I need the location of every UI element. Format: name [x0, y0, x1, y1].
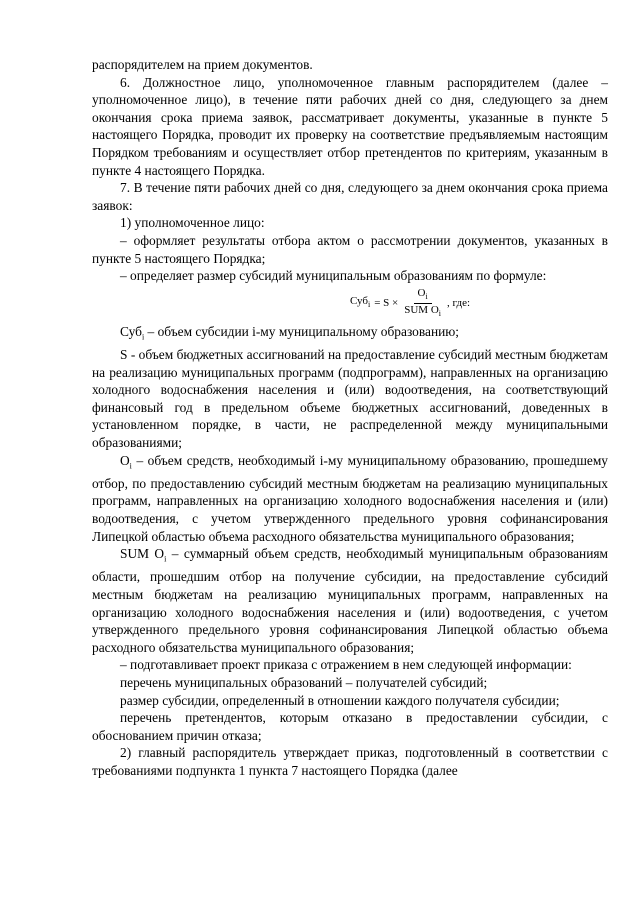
paragraph-dash-prepare: – подготавливает проект приказа с отражением в нем следующей информации: — [120, 657, 572, 673]
subsidy-formula — [212, 285, 608, 323]
paragraph-continuation: распорядителем на прием документов. — [92, 57, 313, 72]
paragraph-item-7: 7. В течение пяти рабочих дней со дня, следующего за днем окончания срока приема заявок: — [92, 180, 608, 213]
definition-o-i: $O_i$ – объем средств, необходимый i-му муниципальному образованию, прошедшему отбор, по предоставлению субсидий местным бюджетам на реализацию муниципальных программ, направленных на организацию холодного водоснабжения населения и (или) водоотведения, с учетом утвержденного предельного уровня софинансирования Липецкой областью объема расходного обязательства муниципального образования; — [92, 452, 608, 544]
definition-sum-o-i: SUM $O_i$ – суммарный объем средств, необходимый муниципальным образованиям области, прошедшим отбор на получение субсидии, на предоставление субсидий местным бюджетам на реализацию муниципальных программ, направленных на организацию холодного водоснабжения населения и (или) водоотведения, с учетом утвержденного предельного уровня софинансирования Липецкой областью объема расходного обязательства муниципального образования; — [92, 546, 609, 655]
paragraph-list-refused: перечень претендентов, которым отказано в предоставлении субсидии, с обоснованием причин отказа; — [92, 710, 608, 743]
paragraph-list-recipients: перечень муниципальных образований – получателей субсидий; — [120, 675, 488, 691]
formula-middle: = S × — [374, 296, 399, 309]
formula-numerator: $O_i$ — [414, 287, 432, 304]
paragraph-list-amount: размер субсидии, определенный в отношении каждого получателя субсидии; — [120, 692, 560, 708]
paragraph-subitem-1: 1) уполномоченное лицо: — [120, 215, 265, 231]
paragraph-dash-determine: – определяет размер субсидий муниципальным образованиям по формуле: — [120, 268, 547, 284]
definition-sub-i: Суб$_i$ – объем субсидии i-му муниципальному образованию; — [120, 323, 459, 342]
formula-lhs: Суб$_i$ — [349, 295, 371, 310]
paragraph-dash-formalize: – оформляет результаты отбора актом о рассмотрении документов, указанных в пункте 5 настоящего Порядка; — [92, 232, 608, 266]
formula-denominator: SUM $O_i$ — [404, 304, 442, 319]
paragraph-subitem-2: 2) главный распорядитель утверждает приказ, подготовленный в соответствии с требованиями подпункта 1 пункта 7 настоящего Порядка (далее — [92, 745, 608, 778]
paragraph-item-6: 6. Должностное лицо, уполномоченное главным распорядителем (далее – уполномоченное лицо), в течение пяти рабочих дней со дня, следующего за днем окончания срока приема заявок, рассматривает документы, указанные в пункте 5 настоящего Порядка, проводит их проверку на соответствие предъявляемым настоящим Порядком требованиям и осуществляет отбор претендентов по критериям, указанным в пункте 4 настоящего Порядка. — [92, 74, 608, 178]
formula-tail: , где: — [447, 296, 471, 309]
definition-s: S - объем бюджетных ассигнований на предоставление субсидий местным бюджетам на реализацию муниципальных программ (подпрограмм), направленных на организацию холодного водоснабжения населения и (или) водоотведения, на соответствующий финансовый год в предельном объеме бюджетных ассигнований, доведенных в установленном порядке, в части, не распределенной между муниципальными образованиями; — [92, 346, 608, 450]
document-page — [92, 56, 608, 780]
formula-fraction — [400, 287, 445, 320]
